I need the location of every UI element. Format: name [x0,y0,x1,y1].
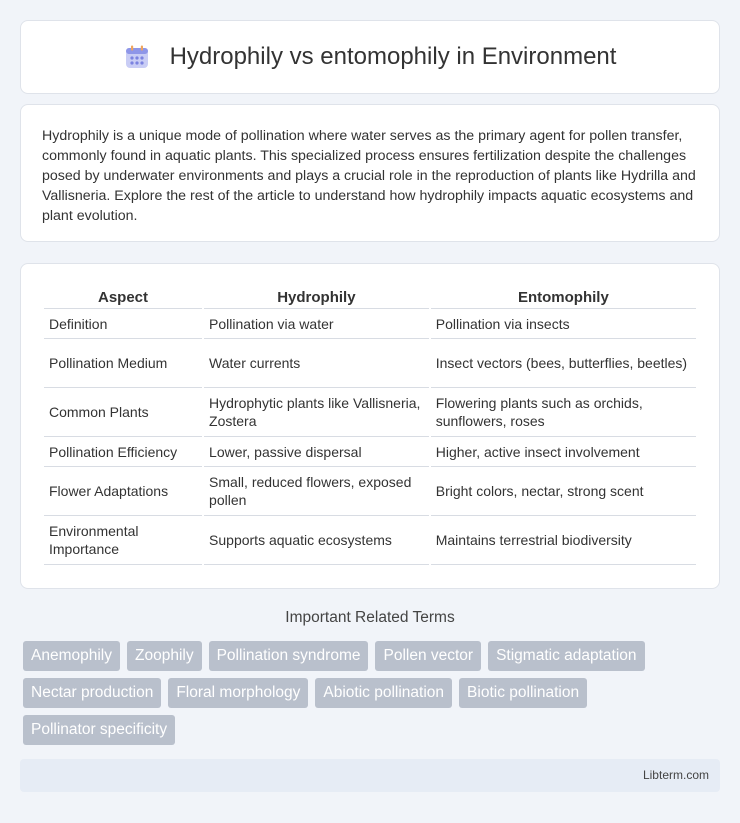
footer-site-link[interactable]: Libterm.com [642,768,709,782]
table-cell: Common Plants [44,388,202,437]
term-tag[interactable]: Pollen vector [375,641,481,671]
table-cell: Pollination via water [204,309,429,339]
term-tag[interactable]: Zoophily [127,641,202,671]
table-cell: Flower Adaptations [44,467,202,516]
table-cell: Definition [44,309,202,339]
table-cell: Pollination via insects [431,309,696,339]
header-card [20,20,720,94]
table-row [44,516,696,565]
table-row [44,388,696,437]
related-terms-list [23,641,723,745]
table-row [44,339,696,388]
term-tag[interactable]: Pollination syndrome [209,641,369,671]
page-title: Hydrophily vs entomophily in Environment [169,43,617,70]
table-cell: Lower, passive dispersal [204,437,429,467]
table-row [44,309,696,339]
table-cell: Small, reduced flowers, exposed pollen [204,467,429,516]
table-cell: Supports aquatic ecosystems [204,516,429,565]
table-cell: Hydrophytic plants like Vallisneria, Zostera [204,388,429,437]
comparison-table-card [20,263,720,589]
term-tag[interactable]: Nectar production [23,678,161,708]
related-terms-title: Important Related Terms [285,609,455,626]
table-cell: Bright colors, nectar, strong scent [431,467,696,516]
term-tag[interactable]: Pollinator specificity [23,715,175,745]
table-row [44,437,696,467]
column-header-entomophily: Entomophily [431,286,696,309]
column-header-hydrophily: Hydrophily [204,286,429,309]
term-tag[interactable]: Abiotic pollination [315,678,452,708]
intro-card [20,104,720,242]
intro-paragraph: Hydrophily is a unique mode of pollination where water serves as the primary agent for pollen transfer, commonly found in aquatic plants. This specialized process ensures fertilization despite the challenges posed by underwater environments and plays a crucial role in the reproduction of plants like Hydrilla and Vallisneria. Explore the rest of the article to understand how hydrophily impacts aquatic ecosystems and plant evolution. [42,128,696,224]
footer [20,759,720,792]
table-cell: Insect vectors (bees, butterflies, beetles) [431,339,696,388]
table-cell: Pollination Medium [44,339,202,388]
term-tag[interactable]: Anemophily [23,641,120,671]
term-tag[interactable]: Stigmatic adaptation [488,641,644,671]
table-cell: Higher, active insect involvement [431,437,696,467]
comparison-table [42,286,698,565]
table-cell: Maintains terrestrial biodiversity [431,516,696,565]
term-tag[interactable]: Floral morphology [168,678,308,708]
table-cell: Flowering plants such as orchids, sunflowers, roses [431,388,696,437]
table-cell: Water currents [204,339,429,388]
column-header-aspect: Aspect [44,286,202,309]
calendar-grid-icon [124,44,150,70]
table-row [44,467,696,516]
table-cell: Environmental Importance [44,516,202,565]
table-cell: Pollination Efficiency [44,437,202,467]
term-tag[interactable]: Biotic pollination [459,678,587,708]
